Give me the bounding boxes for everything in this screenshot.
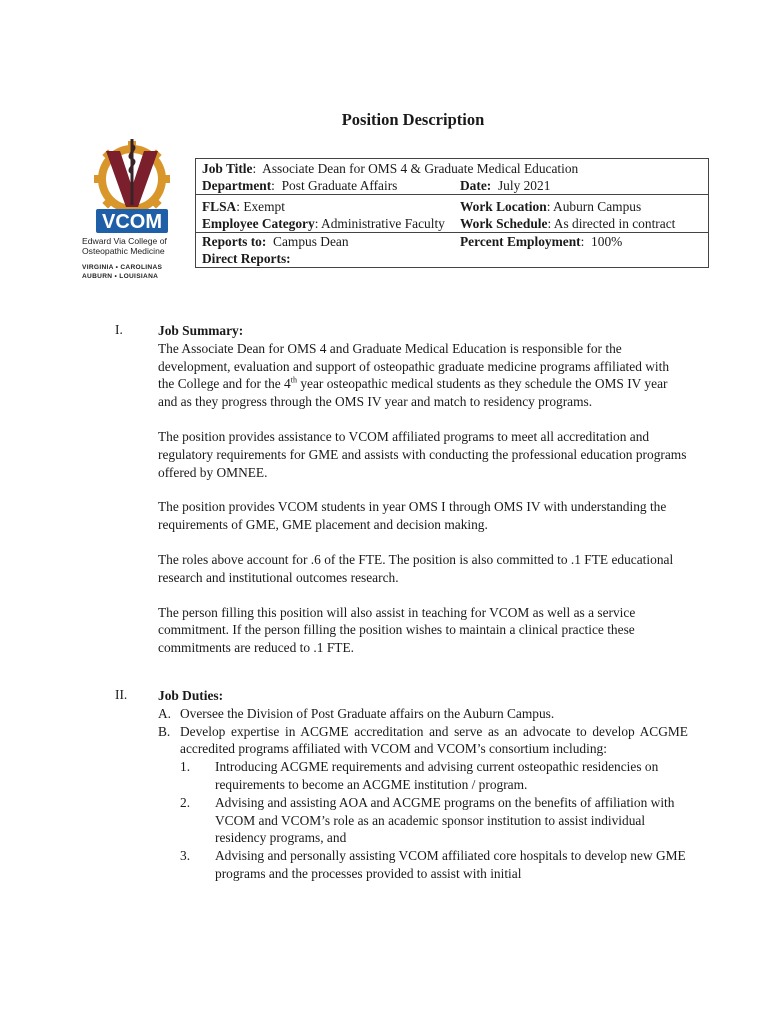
logo-line-1: Edward Via College of [82, 236, 167, 246]
reports-to-cell [196, 233, 455, 251]
employee-category-value: Administrative Faculty [321, 216, 445, 231]
superscript: th [290, 375, 297, 385]
summary-paragraph: The position provides VCOM students in year OMS I through OMS IV with understanding the requirements of GME, GME placement and decision making. [158, 499, 667, 533]
summary-text: year osteopathic medical students as they schedule the OMS IV year and as they progress through the OMS IV year and match to residency programs. [158, 376, 668, 410]
summary-paragraph [158, 340, 688, 411]
job-title-value: Associate Dean for OMS 4 & Graduate Medical Education [262, 161, 579, 176]
summary-paragraph: The position provides assistance to VCOM affiliated programs to meet all accreditation and regulatory requirements for GME and assists with conducting the professional education programs offered by OMNEE. [158, 428, 687, 480]
section-heading: Job Duties: [158, 688, 224, 703]
position-info-table [195, 158, 709, 268]
job-title-cell: Job Title: Associate Dean for OMS 4 & Graduate Medical Education [202, 161, 579, 176]
duty-label: A. [158, 705, 172, 721]
work-location-value: Auburn Campus [553, 199, 642, 214]
flsa-label: FLSA [202, 199, 237, 214]
duty-label: B. [158, 723, 171, 739]
employee-category-cell: Employee Category: Administrative Faculty [202, 216, 445, 231]
percent-employment-label: Percent Employment [460, 234, 581, 249]
duty-text: Develop expertise in ACGME accreditation and serve as an advocate to develop ACGME accredited programs affiliated with VCOM and VCOM’s consortium including: [180, 723, 688, 757]
flsa-value: Exempt [243, 199, 285, 214]
sub-duty-label: 3. [180, 848, 191, 864]
department-label: Department [202, 178, 272, 193]
summary-text: The Associate Dean for OMS 4 and Graduate Medical Education is responsible for the development, evaluation and support of osteopathic graduate medicine programs affiliated with the College and for the 4 [158, 340, 670, 392]
sub-duty-text: Advising and assisting AOA and ACGME programs on the benefits of affiliation with VCOM and VCOM’s role as an academic sponsor institution to assist individual residency programs, and [215, 794, 675, 846]
info-row [196, 195, 709, 216]
page-title: Position Description [341, 110, 485, 129]
summary-paragraph: The person filling this position will also assist in teaching for VCOM as well as a service commitment. If the person filling the position wishes to maintain a clinical practice these commitments are reduced to .1 FTE. [158, 604, 636, 656]
date-value: July 2021 [497, 178, 551, 193]
info-row [196, 250, 709, 268]
work-location-label: Work Location [460, 199, 547, 214]
direct-reports-cell [196, 250, 709, 268]
percent-employment-value: 100% [591, 234, 623, 249]
info-row [196, 177, 709, 195]
job-duties-section [158, 687, 688, 883]
sub-duty-item [180, 758, 688, 794]
department-value: Post Graduate Affairs [281, 178, 398, 193]
employee-category-label: Employee Category [202, 216, 315, 231]
percent-employment-cell: Percent Employment: 100% [454, 233, 709, 251]
vcom-logo [82, 135, 178, 285]
section-number: I. [115, 322, 123, 337]
section-number: II. [115, 687, 128, 702]
section-heading: Job Summary: [158, 323, 244, 338]
date-label: Date: [460, 178, 492, 193]
logo-line-3: VIRGINIA • CAROLINAS [82, 264, 163, 271]
direct-reports-label: Direct Reports: [202, 251, 291, 266]
duty-item [158, 705, 688, 723]
work-location-cell: Work Location: Auburn Campus [454, 195, 709, 216]
logo-line-4: AUBURN • LOUISIANA [82, 273, 159, 280]
sub-duty-item [180, 794, 688, 847]
sub-duty-label: 1. [180, 759, 191, 775]
reports-to-label: Reports to: [202, 234, 267, 249]
department-cell: Department: Post Graduate Affairs [202, 178, 398, 193]
logo-line-2: Osteopathic Medicine [82, 246, 165, 256]
date-cell [454, 177, 709, 195]
job-title-label: Job Title [202, 161, 253, 176]
summary-paragraph: The roles above account for .6 of the FTE. The position is also committed to .1 FTE educational research and institutional outcomes research. [158, 551, 674, 585]
logo-wordmark: VCOM [102, 211, 162, 233]
work-schedule-label: Work Schedule [460, 216, 548, 231]
sub-duty-text: Introducing ACGME requirements and advising current osteopathic residencies on requirements to become an ACGME institution / program. [215, 759, 659, 792]
job-summary-section [158, 322, 688, 657]
flsa-cell: FLSA: Exempt [196, 195, 455, 216]
info-row [196, 215, 709, 233]
duty-text: Oversee the Division of Post Graduate affairs on the Auburn Campus. [180, 705, 555, 721]
work-schedule-value: As directed in contract [553, 216, 676, 231]
info-row [196, 159, 709, 178]
reports-to-value: Campus Dean [273, 234, 349, 249]
duty-item [158, 723, 688, 759]
work-schedule-cell: Work Schedule: As directed in contract [460, 216, 676, 231]
vcom-emblem-icon [82, 135, 178, 235]
sub-duty-item [180, 847, 688, 883]
info-row [196, 233, 709, 251]
sub-duty-text: Advising and personally assisting VCOM affiliated core hospitals to develop new GME programs and the processes provided to assist with initial [215, 848, 686, 881]
sub-duty-label: 2. [180, 794, 191, 810]
